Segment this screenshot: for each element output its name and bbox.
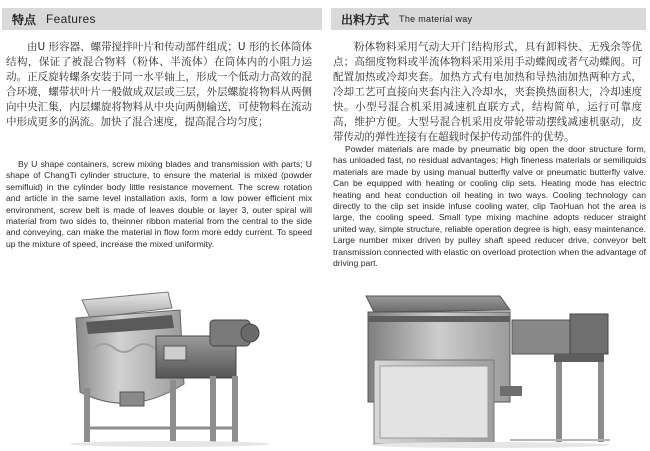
discharge-body-cn: 粉体物料采用气动大开门结构形式，具有卸料快、无残余等优点；高细度物料或半流体物料采用采用手动蝶阀或者气动蝶阀。可配置加热或冷却夹套。加热方式有电加热和导热油加热两种方式，冷却工艺可直接向夹套内注入冷却水，夹套换热面积大，冷却速度快。小型号混合机采用减速机直联方式，结构简单，运行可靠度高，维护方便。大型号混合机采用皮带轮带动摆线减速机驱动，皮带传动的弹性连接有在超载时保护传动部件的优势。 <box>333 41 642 143</box>
discharge-header <box>331 8 646 30</box>
features-body-cn: 由U 形容器、螺带搅拌叶片和传动部件组成；U 形的长体筒体结构，保证了被混合物料（粉体、半流体）在筒体内的小阻力运动。正反旋转螺条安装于同一水平轴上，形成一个低动力高效的混合环境，螺带状叶片一般做成双层或三层，外层螺旋将物料从两侧向中央汇集，内层螺旋将物料从中央向两侧输送，可使物料在流动中形成更多的涡流。加快了混合速度，提高混合均匀度； <box>6 41 312 128</box>
features-body-en: By U shape containers, screw mixing blades and transmission with parts; U shape of ChangTi cylinder structure, to ensure the material is mixed (powder semifluid) in the cylinder body little resistance movement. The screw rotation and article in the same level installation axis, form a low power efficient mix environment, screw belt is made of leaves double or layer 3, outer spiral will material from two sides to, theinner ribbon material from the central to the side and conveying, can make the material in flow form more eddy current. To speed up the mixture of speed, increase the mixed uniformity. <box>6 159 312 249</box>
discharge-body-en: Powder materials are made by pneumatic big open the door structure form, has unloaded fast, no residual advantages; High fineness materials or semiliquids materials are made by using manual butterfly valve or pneumatic butterfly valve. Can be equipped with heating or cooling clip sets. Heating mode has electric heating and heat conduction oil heating in two ways. Cooling technology can directly to the clip set inside infuse cooling water, clip TaoHuan hot the area is large, the cooling speed. Small type mixing machine adopts reducer straight united way, simple structure, reliable operation degree is high, easy maintenance. Large number mixer driven by pulley shaft speed reducer drive, conveyor belt transmission connected with elastic on overload protection when the advantage of driving part. <box>333 144 646 269</box>
features-header <box>2 8 322 30</box>
ribbon-mixer-photo <box>60 288 280 448</box>
features-title-cn: 特点 <box>12 12 37 27</box>
features-title-en: Features <box>46 12 96 26</box>
discharge-title-cn: 出料方式 <box>341 12 390 27</box>
closed-mixer-photo <box>360 290 620 448</box>
discharge-title-en: The material way <box>399 14 473 24</box>
